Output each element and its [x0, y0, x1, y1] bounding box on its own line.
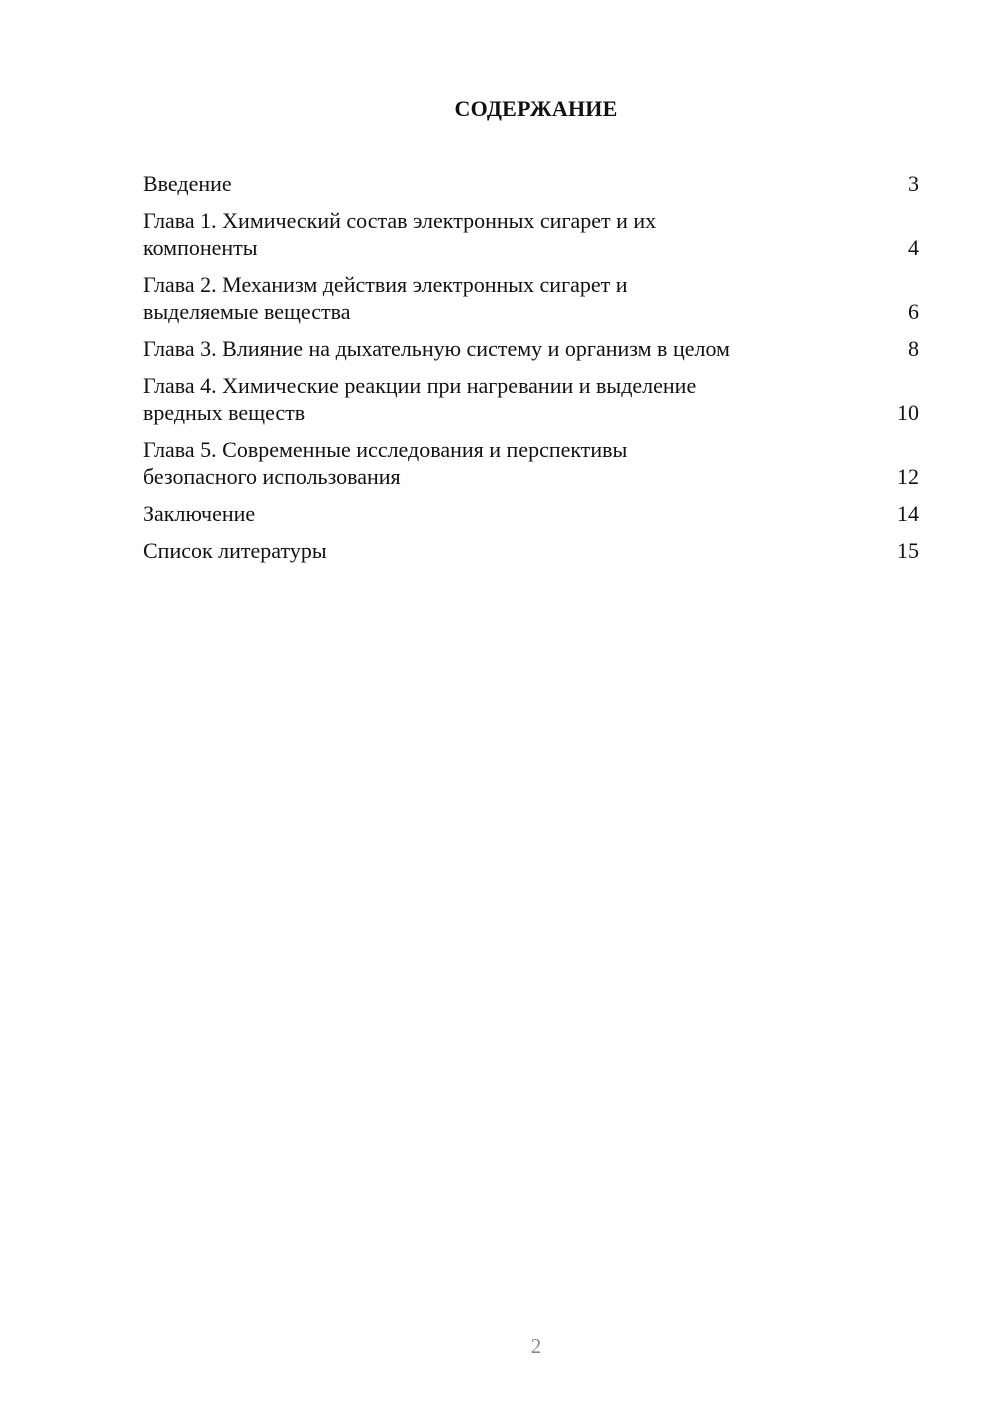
page-title: СОДЕРЖАНИЕ	[454, 96, 618, 121]
toc-entry-title: Глава 4. Химические реакции при нагревании и выделение вредных веществ	[143, 373, 697, 425]
toc-entry-page: 15	[897, 538, 919, 563]
toc-entry-page: 8	[908, 336, 919, 361]
toc-entry-title: Заключение	[143, 501, 256, 526]
toc-entry-page: 12	[897, 464, 919, 489]
toc-entry-chapter-1	[143, 207, 919, 261]
toc-entry-page: 4	[908, 235, 919, 260]
table-of-contents	[143, 170, 919, 574]
toc-entry-title: Глава 3. Влияние на дыхательную систему и организм в целом	[143, 336, 730, 361]
toc-entry-page: 6	[908, 299, 919, 324]
toc-entry-conclusion	[143, 500, 919, 527]
toc-entry-page: 3	[908, 171, 919, 196]
toc-entry-chapter-4	[143, 372, 919, 426]
page-number: 2	[530, 1334, 542, 1358]
toc-entry-title: Список литературы	[143, 538, 327, 563]
toc-entry-title: Глава 1. Химический состав электронных сигарет и их компоненты	[143, 208, 657, 260]
toc-entry-chapter-5	[143, 436, 919, 490]
toc-entry-page: 14	[897, 501, 919, 526]
toc-entry-chapter-3	[143, 335, 919, 362]
toc-entry-title: Введение	[143, 171, 232, 196]
toc-entry-introduction	[143, 170, 919, 197]
toc-entry-title: Глава 2. Механизм действия электронных сигарет и выделяемые вещества	[143, 272, 628, 324]
toc-entry-title: Глава 5. Современные исследования и перспективы безопасного использования	[143, 437, 628, 489]
toc-entry-page: 10	[897, 400, 919, 425]
toc-entry-references	[143, 537, 919, 564]
toc-entry-chapter-2	[143, 271, 919, 325]
